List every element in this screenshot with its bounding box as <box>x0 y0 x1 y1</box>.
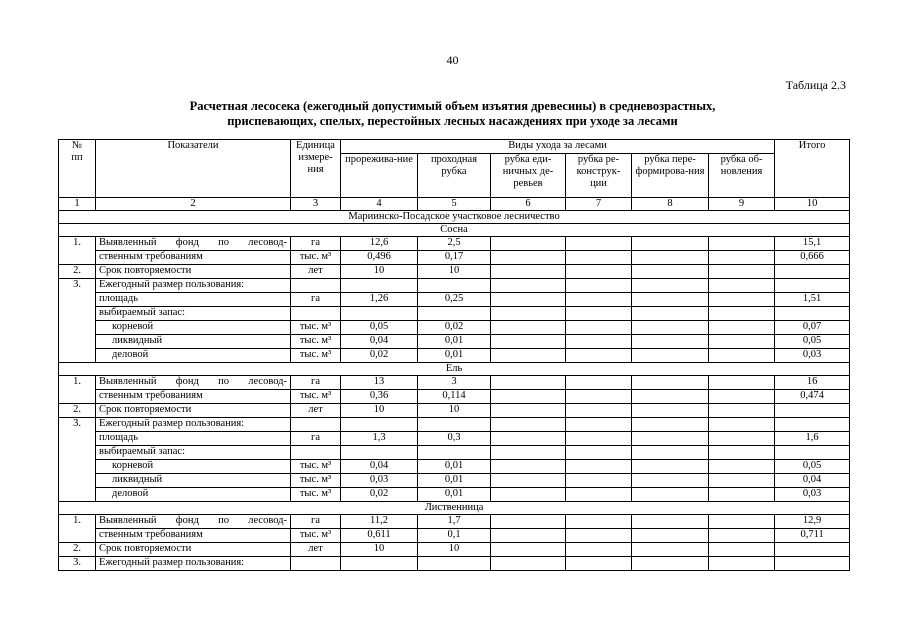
empty-cell <box>709 515 775 529</box>
empty-cell <box>566 515 632 529</box>
empty-cell <box>709 390 775 404</box>
empty-cell <box>709 307 775 321</box>
value-cell: 0,36 <box>341 390 418 404</box>
empty-cell <box>566 390 632 404</box>
page-number: 40 <box>446 53 459 67</box>
total-cell: 16 <box>775 376 850 390</box>
value-cell: 0,1 <box>418 529 491 543</box>
table-row <box>59 515 850 529</box>
value-cell: 0,02 <box>341 488 418 502</box>
table-row <box>59 251 850 265</box>
total-cell: 0,05 <box>775 335 850 349</box>
value-cell: 0,04 <box>341 460 418 474</box>
row-number: 3. <box>59 557 96 571</box>
species-heading: Лиственница <box>59 502 850 515</box>
empty-cell <box>491 279 566 293</box>
value-cell: 0,17 <box>418 251 491 265</box>
row-label: Выявленный фонд по лесовод- <box>96 237 291 251</box>
value-cell: 10 <box>418 265 491 279</box>
header-care-types: Виды ухода за лесами <box>341 140 775 154</box>
unit-cell: лет <box>291 543 341 557</box>
value-cell: 1,3 <box>341 432 418 446</box>
header-single-tree-cut: рубка еди-ничных де-ревьев <box>491 154 566 198</box>
empty-cell <box>341 307 418 321</box>
empty-cell <box>341 418 418 432</box>
empty-cell <box>566 335 632 349</box>
unit-cell: лет <box>291 404 341 418</box>
total-cell: 0,03 <box>775 488 850 502</box>
empty-cell <box>566 543 632 557</box>
row-number: 1. <box>59 237 96 265</box>
empty-cell <box>709 543 775 557</box>
row-number: 3. <box>59 279 96 363</box>
value-cell: 10 <box>341 404 418 418</box>
empty-cell <box>491 418 566 432</box>
value-cell: 1,26 <box>341 293 418 307</box>
col-number: 2 <box>96 198 291 211</box>
empty-cell <box>709 251 775 265</box>
value-cell: 0,04 <box>341 335 418 349</box>
empty-cell <box>632 251 709 265</box>
unit-cell: га <box>291 237 341 251</box>
col-number: 1 <box>59 198 96 211</box>
header-renewal-cut: рубка об-новления <box>709 154 775 198</box>
empty-cell <box>341 279 418 293</box>
empty-cell <box>491 390 566 404</box>
value-cell: 10 <box>341 543 418 557</box>
empty-cell <box>775 418 850 432</box>
empty-cell <box>291 307 341 321</box>
empty-cell <box>491 404 566 418</box>
empty-cell <box>566 237 632 251</box>
empty-cell <box>341 557 418 571</box>
empty-cell <box>566 251 632 265</box>
value-cell: 0,02 <box>341 349 418 363</box>
col-number: 9 <box>709 198 775 211</box>
table-caption: Таблица 2.3 <box>785 78 846 92</box>
empty-cell <box>632 446 709 460</box>
header-no: № пп <box>59 140 96 198</box>
row-label: Срок повторяемости <box>96 404 291 418</box>
empty-cell <box>418 279 491 293</box>
empty-cell <box>709 321 775 335</box>
value-cell: 0,3 <box>418 432 491 446</box>
empty-cell <box>632 390 709 404</box>
empty-cell <box>709 474 775 488</box>
row-number: 1. <box>59 515 96 543</box>
empty-cell <box>632 349 709 363</box>
row-number: 2. <box>59 265 96 279</box>
empty-cell <box>632 376 709 390</box>
row-label: выбираемый запас: <box>96 307 291 321</box>
total-cell: 12,9 <box>775 515 850 529</box>
empty-cell <box>566 460 632 474</box>
row-number: 2. <box>59 404 96 418</box>
col-number: 10 <box>775 198 850 211</box>
row-label: Выявленный фонд по лесовод- <box>96 376 291 390</box>
total-cell: 1,51 <box>775 293 850 307</box>
value-cell: 10 <box>341 265 418 279</box>
empty-cell <box>566 293 632 307</box>
table-row <box>59 543 850 557</box>
value-cell: 0,01 <box>418 335 491 349</box>
row-label: ственным требованиям <box>96 390 291 404</box>
table-row <box>59 529 850 543</box>
empty-cell <box>491 293 566 307</box>
row-label: Ежегодный размер пользования: <box>96 418 291 432</box>
row-number: 3. <box>59 418 96 502</box>
empty-cell <box>632 432 709 446</box>
empty-cell <box>566 418 632 432</box>
empty-cell <box>491 376 566 390</box>
table-row <box>59 335 850 349</box>
table-row <box>59 557 850 571</box>
row-label: Выявленный фонд по лесовод- <box>96 515 291 529</box>
table-row <box>59 307 850 321</box>
table-row <box>59 474 850 488</box>
table-row <box>59 376 850 390</box>
value-cell: 0,05 <box>341 321 418 335</box>
col-number: 7 <box>566 198 632 211</box>
empty-cell <box>632 418 709 432</box>
row-label: деловой <box>96 349 291 363</box>
empty-cell <box>491 474 566 488</box>
row-label: площадь <box>96 432 291 446</box>
table-row <box>59 279 850 293</box>
value-cell: 0,01 <box>418 474 491 488</box>
header-passing-cut: проходная рубка <box>418 154 491 198</box>
unit-cell: тыс. м³ <box>291 529 341 543</box>
col-number: 4 <box>341 198 418 211</box>
species-heading: Ель <box>59 363 850 376</box>
empty-cell <box>418 557 491 571</box>
value-cell: 0,02 <box>418 321 491 335</box>
total-cell: 15,1 <box>775 237 850 251</box>
empty-cell <box>775 446 850 460</box>
empty-cell <box>775 543 850 557</box>
empty-cell <box>491 349 566 363</box>
empty-cell <box>566 557 632 571</box>
col-number: 3 <box>291 198 341 211</box>
table-row <box>59 293 850 307</box>
row-label: ственным требованиям <box>96 251 291 265</box>
empty-cell <box>491 543 566 557</box>
empty-cell <box>709 488 775 502</box>
unit-cell: га <box>291 515 341 529</box>
forestry-heading: Мариинско-Посадское участковое лесничество <box>59 211 850 224</box>
empty-cell <box>632 474 709 488</box>
unit-cell: тыс. м³ <box>291 390 341 404</box>
empty-cell <box>632 488 709 502</box>
unit-cell: га <box>291 293 341 307</box>
empty-cell <box>418 446 491 460</box>
unit-cell: тыс. м³ <box>291 474 341 488</box>
empty-cell <box>632 265 709 279</box>
row-label: ликвидный <box>96 335 291 349</box>
title-line-1: Расчетная лесосека (ежегодный допустимый объем изъятия древесины) в средневозрастных, <box>189 99 716 113</box>
header-indicators: Показатели <box>96 140 291 198</box>
empty-cell <box>632 237 709 251</box>
unit-cell: га <box>291 432 341 446</box>
empty-cell <box>291 279 341 293</box>
empty-cell <box>709 237 775 251</box>
empty-cell <box>491 335 566 349</box>
value-cell: 10 <box>418 543 491 557</box>
empty-cell <box>709 446 775 460</box>
table-row <box>59 349 850 363</box>
unit-cell: тыс. м³ <box>291 349 341 363</box>
unit-cell: га <box>291 376 341 390</box>
empty-cell <box>491 237 566 251</box>
empty-cell <box>632 515 709 529</box>
empty-cell <box>418 307 491 321</box>
empty-cell <box>775 307 850 321</box>
empty-cell <box>566 321 632 335</box>
row-label: площадь <box>96 293 291 307</box>
empty-cell <box>709 432 775 446</box>
empty-cell <box>566 404 632 418</box>
value-cell: 0,25 <box>418 293 491 307</box>
empty-cell <box>491 251 566 265</box>
row-label: корневой <box>96 460 291 474</box>
empty-cell <box>491 432 566 446</box>
unit-cell: тыс. м³ <box>291 321 341 335</box>
empty-cell <box>566 307 632 321</box>
empty-cell <box>709 279 775 293</box>
empty-cell <box>291 418 341 432</box>
unit-cell: тыс. м³ <box>291 460 341 474</box>
value-cell: 10 <box>418 404 491 418</box>
table-row <box>59 404 850 418</box>
empty-cell <box>491 307 566 321</box>
unit-cell: лет <box>291 265 341 279</box>
total-cell: 0,03 <box>775 349 850 363</box>
cutting-volume-table <box>58 139 850 571</box>
empty-cell <box>491 515 566 529</box>
empty-cell <box>632 335 709 349</box>
unit-cell: тыс. м³ <box>291 488 341 502</box>
empty-cell <box>566 488 632 502</box>
empty-cell <box>491 446 566 460</box>
header-reformation-cut: рубка пере-формирова-ния <box>632 154 709 198</box>
table-row <box>59 321 850 335</box>
empty-cell <box>709 460 775 474</box>
empty-cell <box>632 293 709 307</box>
table-row <box>59 237 850 251</box>
header-thinning: прорежива-ние <box>341 154 418 198</box>
empty-cell <box>709 335 775 349</box>
value-cell: 0,01 <box>418 349 491 363</box>
value-cell: 2,5 <box>418 237 491 251</box>
table-row <box>59 390 850 404</box>
empty-cell <box>632 279 709 293</box>
empty-cell <box>566 349 632 363</box>
total-cell: 1,6 <box>775 432 850 446</box>
empty-cell <box>775 265 850 279</box>
row-label: Срок повторяемости <box>96 543 291 557</box>
empty-cell <box>491 460 566 474</box>
empty-cell <box>775 279 850 293</box>
empty-cell <box>291 557 341 571</box>
empty-cell <box>566 265 632 279</box>
empty-cell <box>491 265 566 279</box>
value-cell: 0,496 <box>341 251 418 265</box>
table-row <box>59 265 850 279</box>
species-heading: Сосна <box>59 224 850 237</box>
total-cell: 0,711 <box>775 529 850 543</box>
empty-cell <box>491 321 566 335</box>
total-cell: 0,05 <box>775 460 850 474</box>
empty-cell <box>709 376 775 390</box>
col-number: 5 <box>418 198 491 211</box>
header-total: Итого <box>775 140 850 198</box>
value-cell: 11,2 <box>341 515 418 529</box>
header-unit: Единица измере-ния <box>291 140 341 198</box>
empty-cell <box>709 404 775 418</box>
col-number: 8 <box>632 198 709 211</box>
empty-cell <box>709 418 775 432</box>
table-row <box>59 446 850 460</box>
empty-cell <box>632 460 709 474</box>
value-cell: 0,03 <box>341 474 418 488</box>
empty-cell <box>709 293 775 307</box>
row-label: выбираемый запас: <box>96 446 291 460</box>
total-cell: 0,474 <box>775 390 850 404</box>
row-label: деловой <box>96 488 291 502</box>
empty-cell <box>775 557 850 571</box>
empty-cell <box>491 529 566 543</box>
unit-cell: тыс. м³ <box>291 251 341 265</box>
empty-cell <box>566 529 632 543</box>
empty-cell <box>709 265 775 279</box>
row-label: Ежегодный размер пользования: <box>96 557 291 571</box>
empty-cell <box>632 557 709 571</box>
table-row <box>59 460 850 474</box>
empty-cell <box>491 488 566 502</box>
value-cell: 0,01 <box>418 488 491 502</box>
row-label: Ежегодный размер пользования: <box>96 279 291 293</box>
empty-cell <box>418 418 491 432</box>
table-row <box>59 418 850 432</box>
empty-cell <box>632 529 709 543</box>
empty-cell <box>566 376 632 390</box>
empty-cell <box>709 349 775 363</box>
row-label: ственным требованиям <box>96 529 291 543</box>
empty-cell <box>566 432 632 446</box>
title-line-2: приспевающих, спелых, перестойных лесных насаждениях при уходе за лесами <box>227 114 678 128</box>
total-cell: 0,666 <box>775 251 850 265</box>
value-cell: 0,611 <box>341 529 418 543</box>
empty-cell <box>291 446 341 460</box>
empty-cell <box>632 543 709 557</box>
table-row <box>59 488 850 502</box>
document-title <box>0 99 905 129</box>
value-cell: 3 <box>418 376 491 390</box>
total-cell: 0,07 <box>775 321 850 335</box>
total-cell: 0,04 <box>775 474 850 488</box>
empty-cell <box>775 404 850 418</box>
row-label: Срок повторяемости <box>96 265 291 279</box>
unit-cell: тыс. м³ <box>291 335 341 349</box>
row-label: ликвидный <box>96 474 291 488</box>
col-number: 6 <box>491 198 566 211</box>
empty-cell <box>566 474 632 488</box>
empty-cell <box>632 307 709 321</box>
empty-cell <box>566 446 632 460</box>
row-number: 1. <box>59 376 96 404</box>
empty-cell <box>709 529 775 543</box>
value-cell: 0,114 <box>418 390 491 404</box>
value-cell: 1,7 <box>418 515 491 529</box>
empty-cell <box>566 279 632 293</box>
empty-cell <box>632 321 709 335</box>
empty-cell <box>632 404 709 418</box>
table-row <box>59 432 850 446</box>
empty-cell <box>491 557 566 571</box>
value-cell: 0,01 <box>418 460 491 474</box>
row-number: 2. <box>59 543 96 557</box>
row-label: корневой <box>96 321 291 335</box>
empty-cell <box>709 557 775 571</box>
empty-cell <box>341 446 418 460</box>
header-reconstruction-cut: рубка ре-конструк-ции <box>566 154 632 198</box>
value-cell: 12,6 <box>341 237 418 251</box>
value-cell: 13 <box>341 376 418 390</box>
